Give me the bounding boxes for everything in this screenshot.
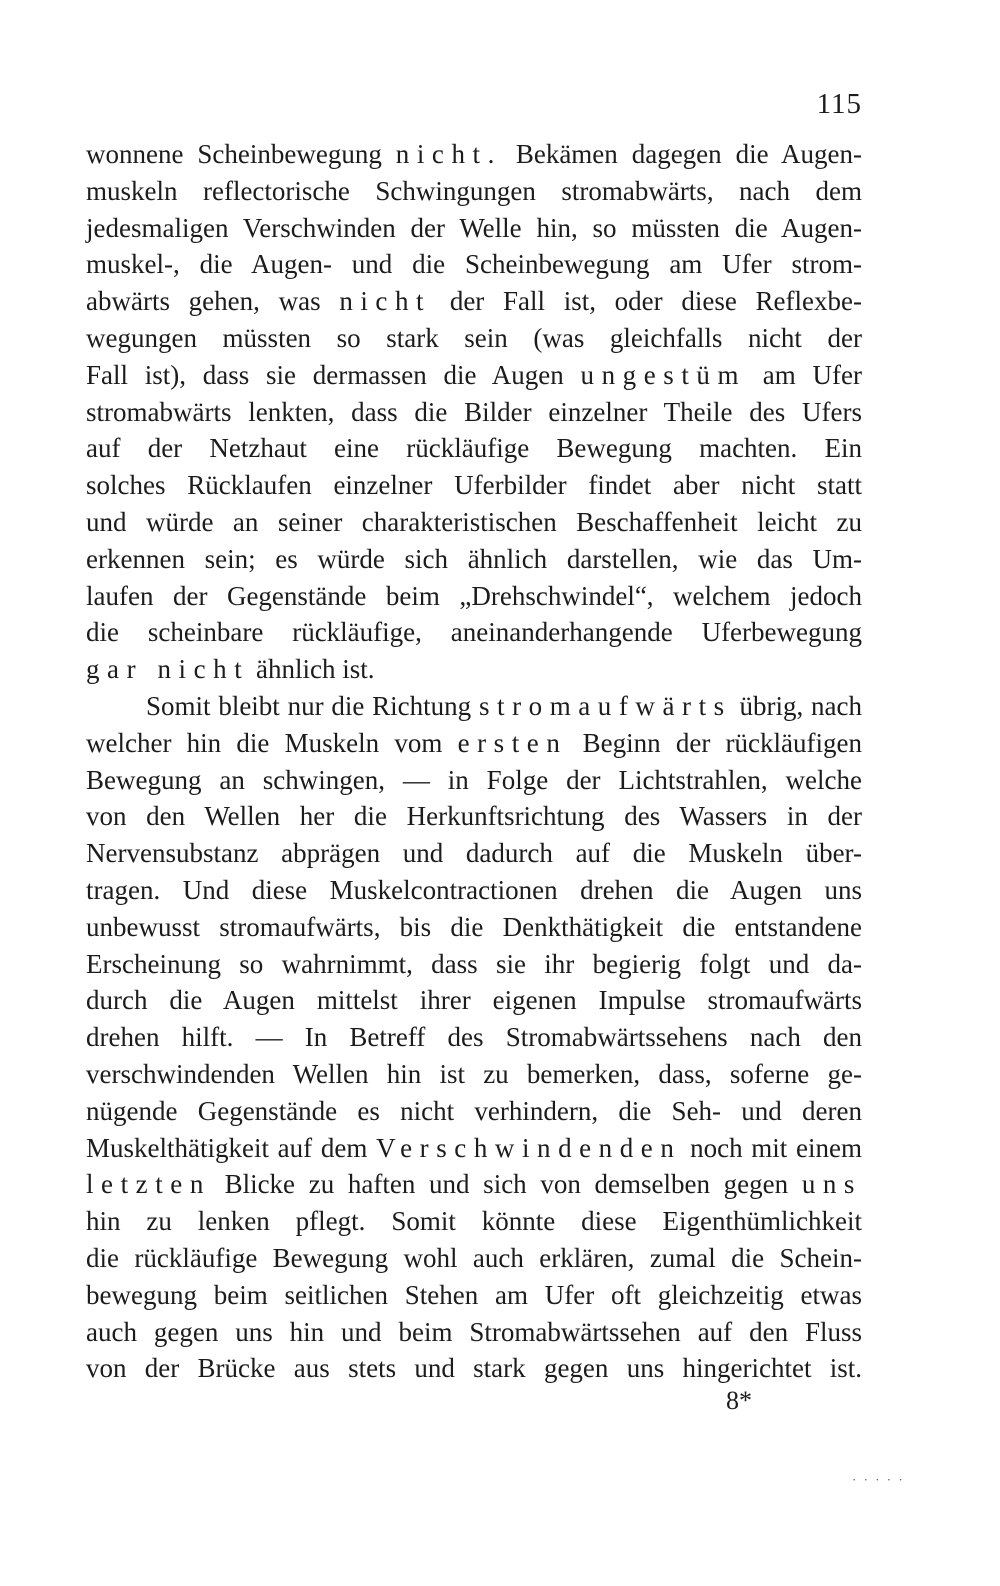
line-text: Bewegung an schwingen, — in Folge der Lichtstrahlen, welche: [86, 764, 862, 795]
text-line: [86, 835, 862, 872]
text-line: [86, 246, 862, 283]
line-text: durch die Augen mittelst ihrer eigenen Impulse stromaufwärts: [86, 985, 862, 1016]
emphasized-text: uns: [801, 1169, 862, 1200]
text-line: [86, 541, 862, 578]
text-line: [86, 798, 862, 835]
text-line: [86, 173, 862, 210]
text-line: [86, 1056, 862, 1093]
line-text: unbewusst stromaufwärts, bis die Denkthätigkeit die entstandene: [86, 911, 862, 942]
line-text: auch gegen uns hin und beim Stromabwärtssehen auf den Fluss: [86, 1316, 862, 1347]
line-text: tragen. Und diese Muskelcontractionen drehen die Augen uns: [86, 874, 862, 905]
text-line: [86, 1350, 862, 1387]
emphasized-text: ersten: [457, 727, 568, 758]
text-line: [86, 320, 862, 357]
emphasized-text: ungestüm: [580, 359, 747, 390]
line-text: stromabwärts lenkten, dass die Bilder einzelner Theile des Ufers: [86, 396, 862, 427]
line-text: Fall ist), dass sie dermassen die Augen: [86, 359, 581, 390]
text-line: [86, 467, 862, 504]
line-text: jedesmaligen Verschwinden der Welle hin, so müssten die Augen-: [86, 212, 862, 243]
line-text: wegungen müssten so stark sein (was gleichfalls nicht der: [86, 322, 862, 353]
text-line: [86, 394, 862, 431]
text-line: [86, 1166, 862, 1203]
text-line: [86, 578, 862, 615]
line-text: von der Brücke aus stets und stark gegen uns hingerichtet ist.: [86, 1353, 862, 1384]
line-text: muskeln reflectorische Schwingungen stromabwärts, nach dem: [86, 175, 862, 206]
text-line: [86, 136, 862, 173]
line-text: wonnene Scheinbewegung: [86, 139, 396, 169]
text-line: [86, 651, 862, 688]
text-line: [86, 909, 862, 946]
page-number: 115: [816, 88, 862, 120]
line-text: verschwindenden Wellen hin ist zu bemerken, dass, soferne ge-: [86, 1058, 862, 1089]
scan-artifact: · · · · ·: [852, 1472, 905, 1487]
line-text: ähnlich ist.: [249, 654, 375, 685]
text-line: [86, 1130, 862, 1167]
line-text: und würde an seiner charakteristischen Beschaffenheit leicht zu: [86, 506, 862, 537]
line-text: laufen der Gegenstände beim „Drehschwindel“, welchem jedoch: [86, 580, 862, 611]
emphasized-text: stromaufwärts: [478, 690, 732, 721]
line-text: hin zu lenken pflegt. Somit könnte diese Eigenthümlichkeit: [86, 1206, 862, 1237]
text-line: [86, 982, 862, 1019]
line-text: übrig, nach: [731, 690, 862, 721]
text-line: [86, 725, 862, 762]
text-line: [86, 1019, 862, 1056]
text-line: [86, 1277, 862, 1314]
line-text: welcher hin die Muskeln vom: [86, 727, 458, 758]
text-line: [86, 283, 862, 320]
text-line: [86, 1203, 862, 1240]
text-line: [86, 504, 862, 541]
line-text: Erscheinung so wahrnimmt, dass sie ihr begierig folgt und da-: [86, 948, 862, 979]
emphasized-text: gar nicht: [86, 654, 250, 685]
emphasized-text: letzten: [86, 1169, 211, 1200]
line-text: am Ufer: [746, 359, 862, 390]
text-line: [86, 762, 862, 799]
text-line: [86, 210, 862, 247]
text-line: [86, 946, 862, 983]
line-text: erkennen sein; es würde sich ähnlich darstellen, wie das Um-: [86, 543, 862, 574]
line-text: die scheinbare rückläufige, aneinanderhangende Uferbewegung: [86, 617, 862, 648]
emphasized-text: nicht: [339, 286, 432, 317]
line-text: Somit bleibt nur die Richtung: [146, 690, 479, 721]
text-line: [86, 688, 862, 725]
text-line: [86, 430, 862, 467]
text-line: [86, 1093, 862, 1130]
text-line: [86, 1240, 862, 1277]
line-text: die rückläufige Bewegung wohl auch erklären, zumal die Schein-: [86, 1242, 862, 1273]
text-line: [86, 872, 862, 909]
line-text: Nervensubstanz abprägen und dadurch auf die Muskeln über-: [86, 838, 862, 869]
line-text: Blicke zu haften und sich von demselben gegen: [210, 1169, 802, 1200]
signature-mark: 8*: [726, 1386, 752, 1415]
line-text: Beginn der rückläufigen: [567, 727, 862, 758]
line-text: nügende Gegenstände es nicht verhindern, die Seh- und deren: [86, 1095, 862, 1126]
line-text: noch mit einem: [681, 1132, 862, 1163]
line-text: der Fall ist, oder diese Reflexbe-: [431, 286, 862, 317]
body-text: [86, 136, 862, 1387]
line-text: Bekämen dagegen die Augen-: [501, 139, 862, 169]
emphasized-text: nicht.: [395, 139, 502, 169]
line-text: Muskelthätigkeit auf dem: [86, 1132, 377, 1163]
line-text: drehen hilft. — In Betreff des Stromabwärtssehens nach den: [86, 1022, 862, 1053]
line-text: muskel-, die Augen- und die Scheinbewegung am Ufer strom-: [86, 249, 862, 280]
emphasized-text: Verschwindenden: [376, 1132, 682, 1163]
text-line: [86, 614, 862, 651]
text-line: [86, 357, 862, 394]
text-line: [86, 1314, 862, 1351]
line-text: auf der Netzhaut eine rückläufige Bewegung machten. Ein: [86, 433, 862, 464]
line-text: abwärts gehen, was: [86, 286, 340, 317]
line-text: solches Rücklaufen einzelner Uferbilder findet aber nicht statt: [86, 470, 862, 501]
line-text: bewegung beim seitlichen Stehen am Ufer oft gleichzeitig etwas: [86, 1279, 862, 1310]
line-text: von den Wellen her die Herkunftsrichtung des Wassers in der: [86, 801, 862, 832]
